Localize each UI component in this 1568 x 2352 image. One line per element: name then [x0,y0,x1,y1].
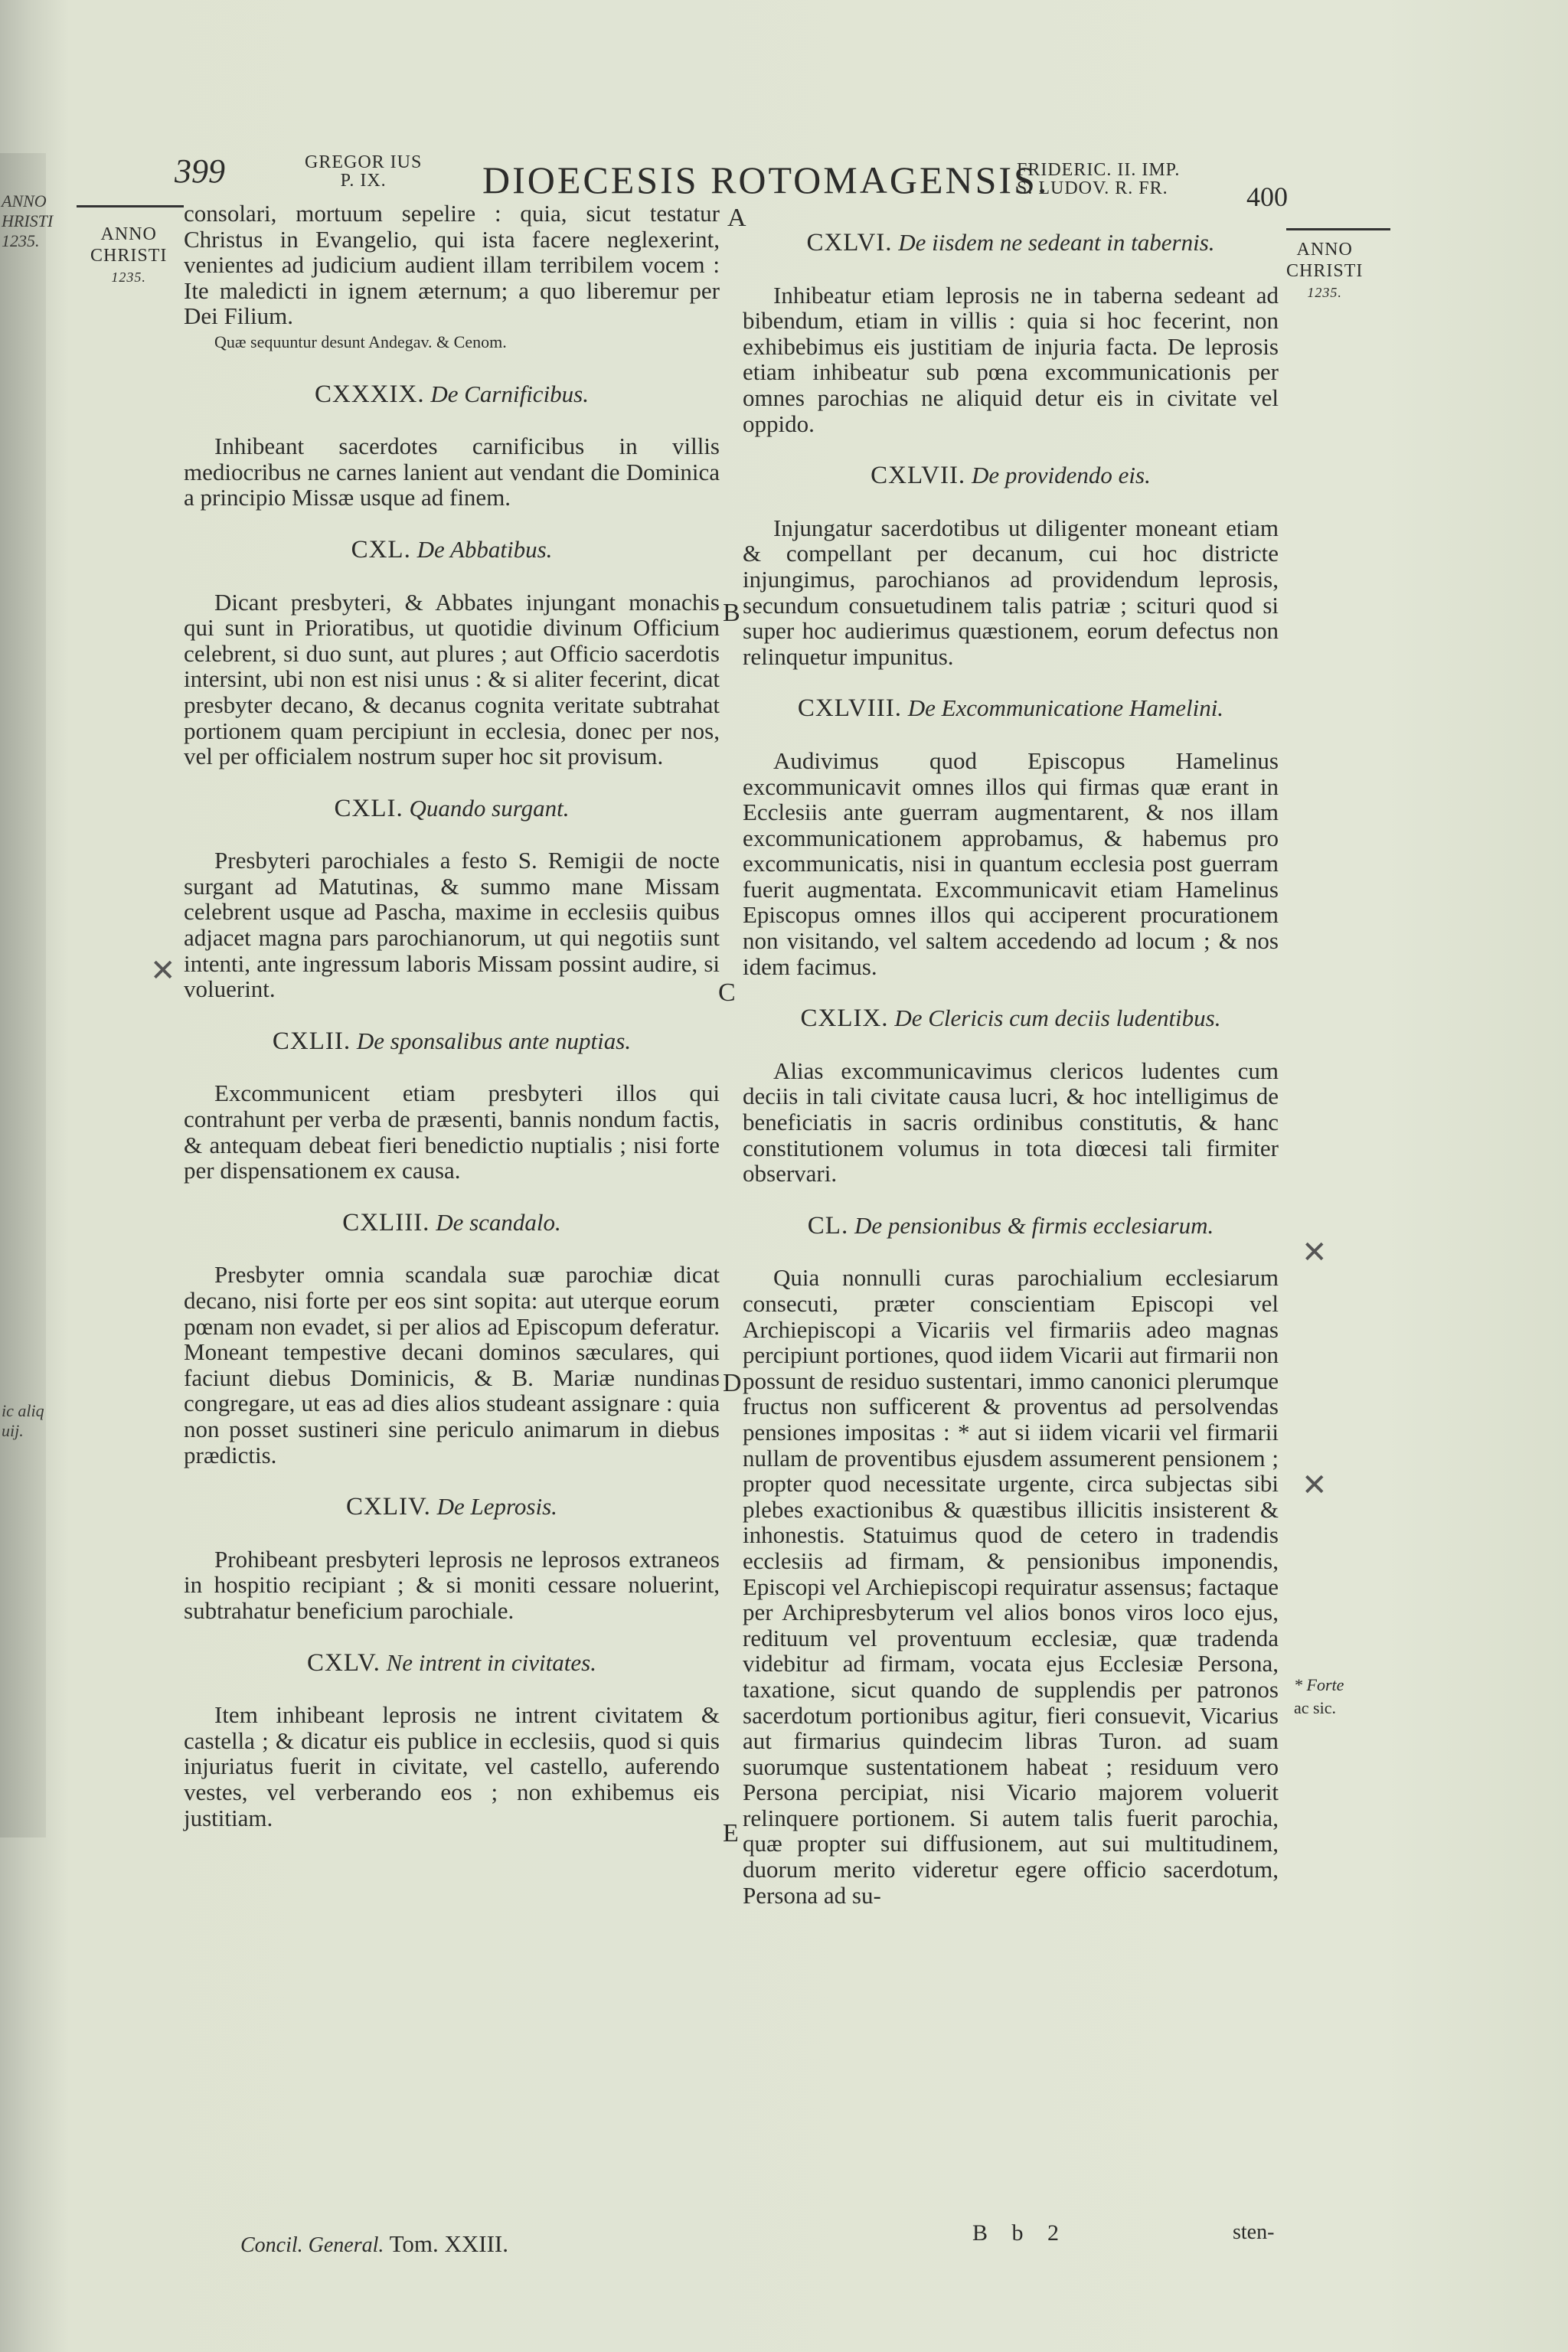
bleed-anno: ANNO HRISTI 1235. [2,191,54,250]
emperor-header: FRIDERIC. II. IMP. S. LUDOV. R. FR. [1017,160,1181,198]
section-text: Prohibeant presbyteri leprosis ne leprosos extraneos in hospitio recipiant ; & si moniti cessare noluerint, subtrahatur beneficium parochiale. [184,1545,720,1624]
left-column [184,201,720,1831]
section-heading: CXLIX. De Clericis cum deciis ludentibus. [800,1004,1221,1033]
section-text: Quia nonnulli curas parochialium ecclesiarum consecuti, præter conscientiam Episcopi vel Archiepiscopi a Vicariis vel firmariis adeo magnas percipiunt portiones, quod iidem Vicarii aut firmarii non possunt de residuo sustentari, immo canonici plerumque fructus non sufficerent & proventus ad persolvendas pensiones impositas : * aut si iidem vicarii vel firmarii nullam de proventibus ejusdem assumerent pensionem ; propter quod necessitate urgente, circa subjectas sibi plebes exactionibus & quæstibus illicitis insisterent & inhonestis. Statuimus quod de cetero in tradendis ecclesiis ad firmam, & pensionibus imponendis, Episcopi vel Archiepiscopi requiratur assensus; factaque per Archipresbyterum vel alios bonos viros loco ejus, redituum vel proventuum ecclesiæ, quæ tradenda videbitur ad firmam, vocata ejus Ecclesiæ Persona, taxatione, sicut quando de supplendis per patronos sacerdotum portionibus agitur, fieri consuevit, Vicarius aut firmarius quindecim libras Turon. ad suam suorumque sustentationem habeat ; residuum vero Persona percipiat, nisi Vicario majorem voluerit relinquere portionem. Si autem talis fuerit parochia, quæ propter sui diffusionem, aut sui multitudinem, duorum merito videretur egere officio sacerdotum, Persona ad su- [743,1264,1279,1909]
paragraph: consolari, mortuum sepelire : quia, sicut testatur Christus in Evangelio, qui ista facere neglexerint, venientes ad judicium audient illam terribilem vocem : Ite maledicti in ignem æternum; a quo liberemur per Dei Filium. [184,200,720,330]
section-text: Presbyteri parochiales a festo S. Remigii de nocte surgant ad Matutinas, & summo mane Missam celebrent usque ad Pascha, maxime in ecclesiis quibus adjacet magna pars parochianorum, ut qui negotiis sunt intenti, ante ingressum laboris Missam possint audire, si voluerint. [184,847,720,1003]
section-text: Audivimus quod Episcopus Hamelinus excommunicavit omnes illos qui firmas quæ erant in Ecclesiis ante guerram augmentarent, & nos illam excommunicationem approbamus, & habemus pro excommunicatis, nisi in quantum ecclesia post guerram fuerit augmentata. Excommunicavit etiam Hamelinus Episcopus omnes illos qui acciperent procurationem non visitando, vel saltem accedendo ad locum ; & nos idem facimus. [743,746,1279,980]
section-letter-d: D [723,1369,742,1397]
section-text: Item inhibeant leprosis ne intrent civitatem & castella ; & dicatur eis publice in ecclesiis, quod si quis injuriatus fuerit in civitate, vel castello, auferendo vestes, vel verberando eos ; non exhibemus eis justitiam. [184,1701,720,1831]
margin-rule-left [77,205,184,207]
section-letter-a: A [727,204,746,232]
pencil-mark: ✕ [1302,1235,1328,1269]
right-column [743,230,1279,1908]
anno-christi-left: ANNO CHRISTI 1235. [90,224,168,285]
pencil-mark: ✕ [150,953,176,988]
section-text: Alias excommunicavimus clericos ludentes cum deciis in tali civitate causa lucri, & hoc intelligimus de beneficiatis in sacris ordinibus constitutis, & hanc constitutionem volumus in tota diœcesi tali firmiter observari. [743,1057,1279,1187]
margin-rule-right [1286,228,1390,230]
section-heading: CXXXIX. De Carnificibus. [315,380,589,408]
footer-source: Concil. General. Tom. XXIII. [240,2230,509,2257]
section-text: Presbyter omnia scandala suæ parochiæ dicat decano, nisi forte per eos sint sopita: aut uterque eorum pœnam non evadet, si per alios ad Episcopum deferatur. Moneant tempestive decani dominos sæculares, qui faciunt diebus Dominicis, & B. Mariæ nundinas congregare, ut eas ad dies alios studeant assignare : quia non posset sustineri sine periculo animarum in diebus prædictis. [184,1261,720,1468]
bleed-note: ic aliq uij. [2,1401,44,1440]
pencil-mark: ✕ [1302,1468,1328,1502]
section-letter-e: E [723,1819,739,1847]
section-text: Excommunicent etiam presbyteri illos qui contrahunt per verba de præsenti, bannis nondum factis, & antequam debeat fieri benedictio nuptialis ; nisi forte per dispensationem ex causa. [184,1080,720,1184]
anno-christi-right: ANNO CHRISTI 1235. [1286,240,1364,300]
editorial-note: Quæ sequuntur desunt Andegav. & Cenom. [214,332,507,351]
section-letter-b: B [723,599,740,627]
section-heading: CXLIV. De Leprosis. [346,1493,557,1521]
section-heading: CXLV. Ne intrent in civitates. [307,1648,596,1677]
page-number-right: 400 [1246,181,1288,212]
running-title: DIOECESIS ROTOMAGENSIS. [482,158,1050,201]
signature-mark: B b 2 [972,2220,1069,2246]
catchword: sten- [1233,2220,1275,2244]
section-text: Injungatur sacerdotibus ut diligenter moneant etiam & compellant per decanum, cui hoc districte injungimus, parochianos ad providendum leprosis, secundum consuetudinem talis patriæ ; sciturі quod si super hoc audierimus quæstionem, eorum defectus non relinquetur impunitus. [743,514,1279,670]
section-text: Inhibeatur etiam leprosis ne in taberna sedeant ad bibendum, etiam in villis : quia si hoc fecerint, non exhibebimus eis justitiam de injuria facta. De leprosis etiam inhibeatur sub pœna excommunicationis per omnes parochias ne aliquid detur eis in civitate vel oppido. [743,281,1279,437]
section-heading: CXLVIII. De Excommunicatione Hamelini. [797,694,1224,723]
section-heading: CXLVI. De iisdem ne sedeant in tabernis. [806,229,1215,256]
section-letter-c: C [718,978,736,1007]
section-text: Dicant presbyteri, & Abbates injungant monachis qui sunt in Prioratibus, ut quotidie divinum Officium celebrent, si duo sunt, aut plures ; aut Officio sacerdotis intersint, ubi non est nisi unus : & si aliter fecerint, dicat presbyter decano, & decanus cognita veritate subtrahat portionem quam percipiunt in ecclesia, donec per nos, vel per officialem nostrum super hoc sit provisum. [184,588,720,770]
section-heading: CXLIII. De scandalo. [342,1208,561,1236]
previous-page-edge [0,153,54,1838]
section-heading: CXLII. De sponsalibus ante nuptias. [272,1027,632,1055]
pope-header: GREGOR IUS P. IX. [305,152,423,191]
section-heading: CXLVII. De providendo eis. [871,462,1151,490]
variant-note: * Forte ac sic. [1294,1675,1344,1717]
section-heading: CXLI. Quando surgant. [334,794,570,822]
section-text: Inhibeant sacerdotes carnificibus in villis mediocribus ne carnes lanient aut vendant die Dominica a principio Missæ usque ad finem. [184,433,720,511]
section-heading: CXL. De Abbatibus. [351,535,553,564]
section-heading: CL. De pensionibus & firmis ecclesiarum. [807,1211,1214,1240]
page-number-left: 399 [175,152,225,190]
